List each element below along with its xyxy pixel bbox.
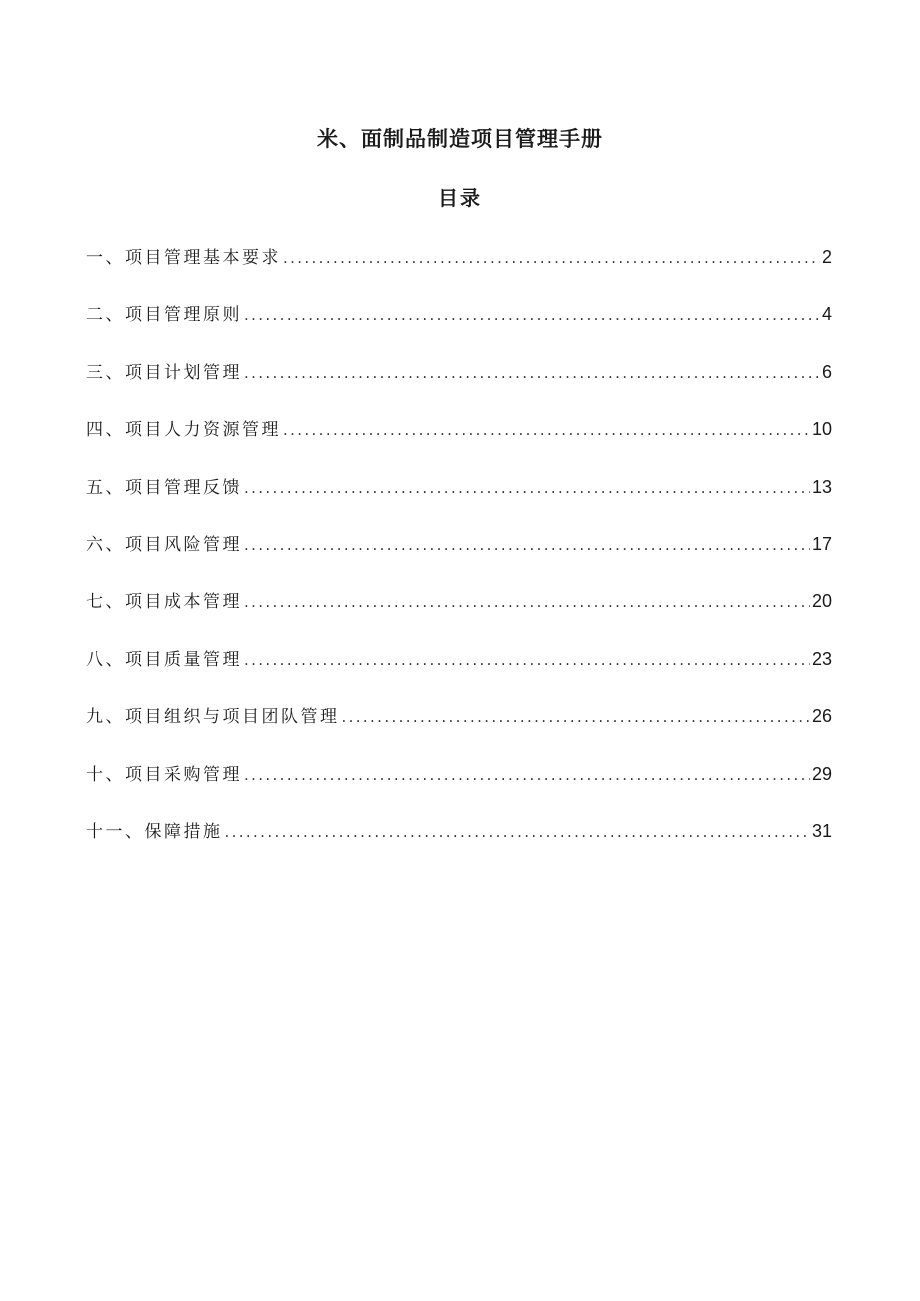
toc-dot-leader [244, 300, 820, 330]
toc-entry[interactable] [86, 701, 832, 758]
toc-dot-leader [244, 760, 810, 790]
toc-dot-leader [244, 473, 810, 503]
document-title: 米、面制品制造项目管理手册 [317, 127, 603, 151]
toc-entry[interactable] [86, 242, 832, 299]
toc-entry-page: 26 [811, 706, 832, 727]
toc-entry[interactable] [86, 472, 832, 529]
toc-entry-page: 10 [811, 419, 832, 440]
toc-dot-leader [244, 645, 810, 675]
toc-entry-page: 23 [811, 648, 832, 669]
toc-entry[interactable] [86, 759, 832, 816]
toc-entry-page: 6 [821, 361, 832, 382]
toc-entry-label: 八、项目质量管理 [86, 649, 242, 670]
toc-entry-page: 29 [811, 763, 832, 784]
toc-entry-label: 一、项目管理基本要求 [86, 248, 281, 268]
toc-entry[interactable] [86, 357, 832, 414]
toc-entry[interactable] [86, 529, 832, 586]
table-of-contents [86, 242, 832, 873]
toc-entry[interactable] [86, 586, 832, 643]
toc-entry[interactable] [86, 414, 832, 471]
toc-entry-label: 十、项目采购管理 [86, 764, 242, 785]
toc-heading: 目录 [438, 186, 482, 210]
toc-dot-leader [283, 243, 820, 273]
toc-entry-label: 六、项目风险管理 [86, 534, 242, 555]
toc-entry-page: 31 [811, 820, 832, 841]
toc-dot-leader [244, 358, 820, 388]
toc-entry-label: 三、项目计划管理 [86, 362, 242, 383]
toc-entry[interactable] [86, 816, 832, 873]
toc-dot-leader [283, 415, 810, 445]
toc-entry[interactable] [86, 299, 832, 356]
toc-dot-leader [244, 530, 810, 560]
toc-entry-page: 17 [811, 533, 832, 554]
toc-entry-label: 十一、保障措施 [86, 821, 223, 842]
toc-dot-leader [244, 587, 810, 617]
toc-dot-leader [225, 817, 810, 847]
toc-entry-page: 13 [811, 476, 832, 497]
toc-entry-page: 2 [821, 247, 832, 267]
toc-entry-label: 五、项目管理反馈 [86, 477, 242, 498]
toc-entry-page: 4 [821, 304, 832, 325]
toc-entry-label: 四、项目人力资源管理 [86, 420, 281, 441]
toc-entry-label: 九、项目组织与项目团队管理 [86, 707, 340, 728]
toc-entry[interactable] [86, 644, 832, 701]
toc-dot-leader [342, 702, 810, 732]
toc-entry-label: 七、项目成本管理 [86, 592, 242, 613]
toc-entry-label: 二、项目管理原则 [86, 305, 242, 326]
toc-entry-page: 20 [811, 591, 832, 612]
